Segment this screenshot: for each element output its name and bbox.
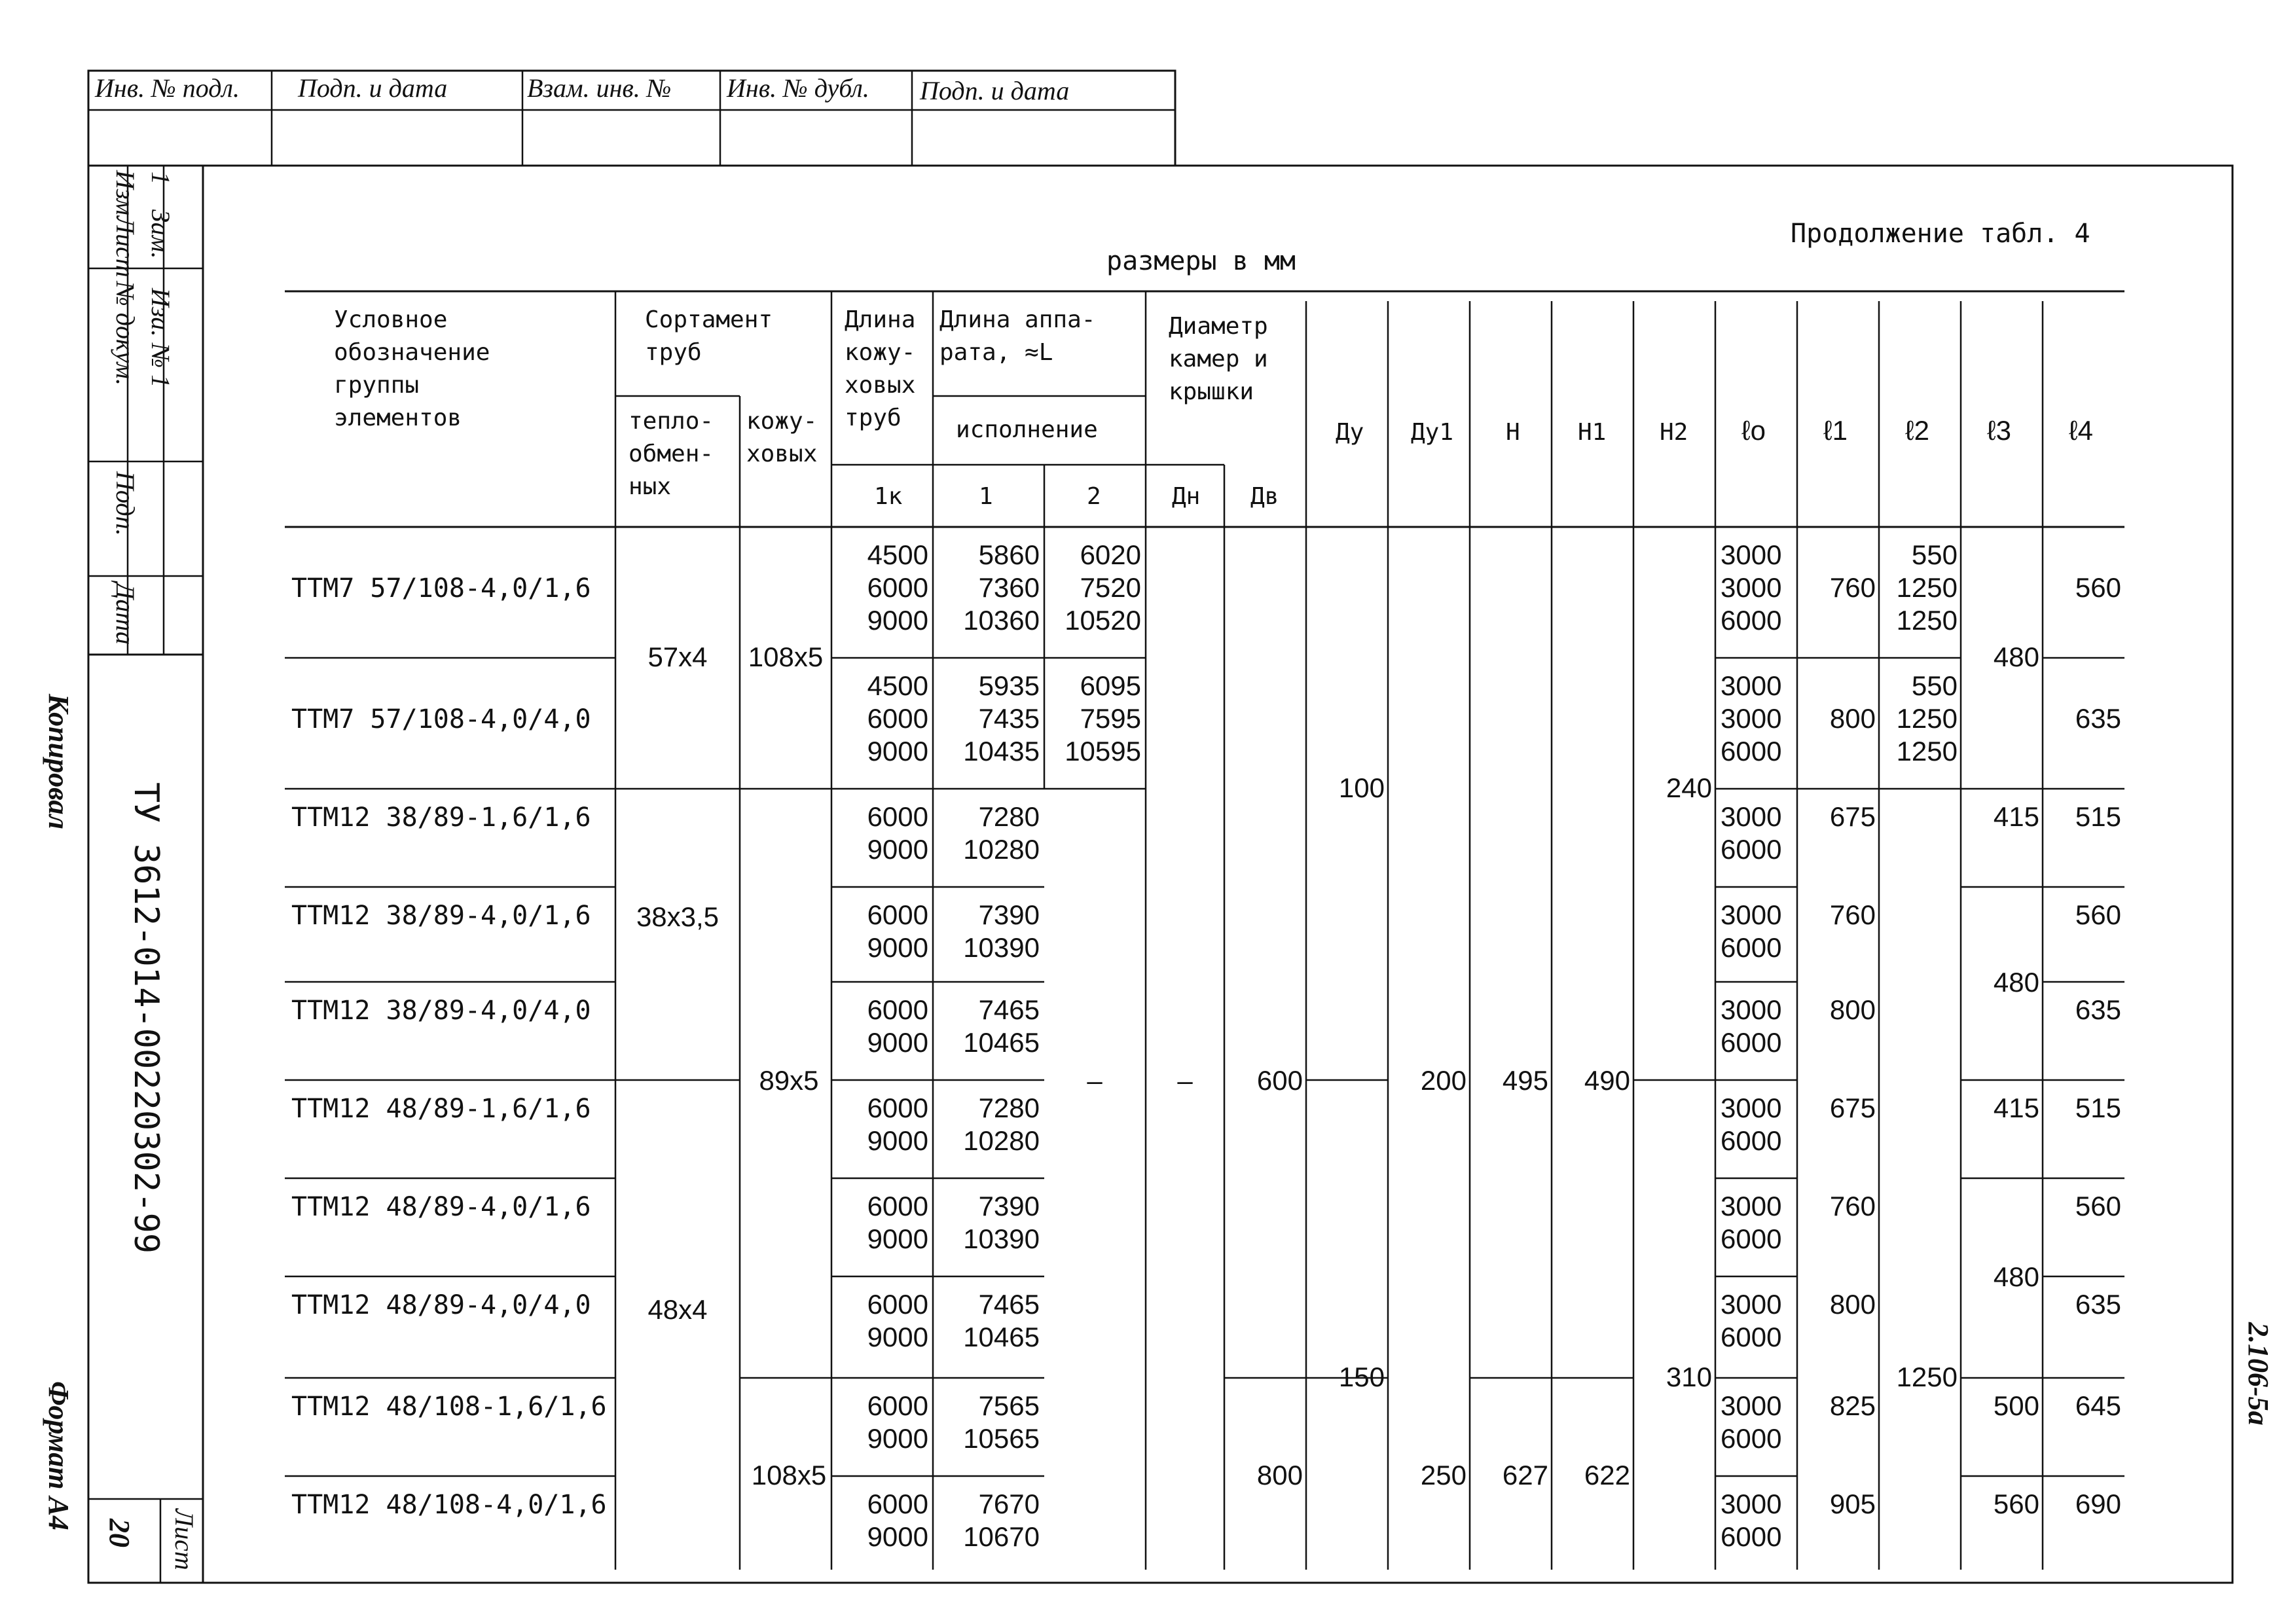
format-label: Формат А4 <box>43 1381 75 1530</box>
row-a1-value: 10390 <box>963 932 1040 963</box>
units-caption: размеры в мм <box>1106 246 1296 276</box>
row-a2-value: 7595 <box>1080 703 1141 734</box>
row-l0-value: 6000 <box>1721 1521 1782 1552</box>
row-a1-value: 10280 <box>963 834 1040 865</box>
row-l1-value: 760 <box>1829 899 1876 930</box>
row-l1-value: 905 <box>1829 1489 1876 1519</box>
cell-l3-480-c: 480 <box>1993 1261 2039 1292</box>
row-a2-value: 6095 <box>1080 670 1141 701</box>
header-l0: ℓo <box>1741 415 1766 446</box>
row-l0-value: 3000 <box>1721 1191 1782 1221</box>
stamp-inv-podl: Инв. № подл. <box>95 73 240 103</box>
row-lk-value: 9000 <box>867 1027 928 1058</box>
row-designation: ТТМ7 57/108-4,0/4,0 <box>291 704 591 734</box>
row-lk-value: 6000 <box>867 801 928 832</box>
cell-l3-480-b: 480 <box>1993 967 2039 998</box>
row-l1-value: 760 <box>1829 572 1876 603</box>
row-l0-value: 6000 <box>1721 736 1782 767</box>
header-designation: Условное обозначение группы элементов <box>334 306 490 431</box>
stamp-block <box>88 71 1175 166</box>
row-lk-value: 6000 <box>867 1191 928 1221</box>
cell-isp2-dash: – <box>1087 1065 1102 1096</box>
copied-label: Копировал <box>43 694 75 830</box>
header-l2: ℓ2 <box>1905 415 1929 446</box>
row-l0-value: 6000 <box>1721 1322 1782 1352</box>
row-designation: ТТМ12 38/89-1,6/1,6 <box>291 803 591 833</box>
row-a1-value: 7670 <box>978 1489 1040 1519</box>
row-a1-value: 7280 <box>978 1092 1040 1123</box>
row-lk-value: 6000 <box>867 1489 928 1519</box>
row-a2-value: 6020 <box>1080 539 1141 570</box>
header-dn: Дн <box>1172 483 1201 510</box>
row-l3-value: 500 <box>1993 1390 2039 1421</box>
row-l0-value: 3000 <box>1721 899 1782 930</box>
row-lk-value: 4500 <box>867 539 928 570</box>
row-a1-value: 7280 <box>978 801 1040 832</box>
cell-kozh-108-bottom: 108x5 <box>751 1460 827 1490</box>
header-isp1: 1 <box>979 483 993 510</box>
row-l0-value: 6000 <box>1721 1027 1782 1058</box>
row-a1-value: 10390 <box>963 1223 1040 1254</box>
row-l0-value: 6000 <box>1721 932 1782 963</box>
table-header <box>334 306 2093 510</box>
cell-h-495: 495 <box>1502 1065 1548 1096</box>
header-diam: Диаметр камер и крышки <box>1169 313 1268 405</box>
row-l2-value: 1250 <box>1896 605 1958 636</box>
header-lk: 1к <box>874 483 903 510</box>
row-l4-value: 560 <box>2075 899 2121 930</box>
header-du1: Ду1 <box>1411 419 1454 446</box>
row-l2-value: 1250 <box>1896 736 1958 767</box>
sheet-number: 20 <box>103 1519 136 1547</box>
header-l1: ℓ1 <box>1823 415 1848 446</box>
header-kozhux: кожу- ховых <box>746 408 818 467</box>
rev-izm-value: 1 <box>146 171 175 185</box>
row-l1-value: 760 <box>1829 1191 1876 1221</box>
rev-izm-label: Изм <box>111 170 140 216</box>
cell-h2-310: 310 <box>1666 1362 1712 1392</box>
document-code: ТУ 3612-014-00220302-99 <box>126 782 166 1254</box>
cell-kozh-89: 89x5 <box>759 1065 819 1096</box>
row-lk-value: 9000 <box>867 932 928 963</box>
row-l0-value: 6000 <box>1721 1423 1782 1454</box>
rev-dok-value: Иза. № 1 <box>146 288 175 388</box>
row-designation: ТТМ12 48/89-4,0/1,6 <box>291 1192 591 1222</box>
row-l3-value: 415 <box>1993 1092 2039 1123</box>
row-lk-value: 6000 <box>867 899 928 930</box>
row-l2-value: 1250 <box>1896 572 1958 603</box>
header-l3: ℓ3 <box>1987 415 2011 446</box>
row-l2-value: 550 <box>1911 539 1958 570</box>
row-a1-value: 10435 <box>963 736 1040 767</box>
cell-l2-1250: 1250 <box>1896 1362 1958 1392</box>
rev-podp-label: Подп. <box>111 471 140 536</box>
revision-block <box>111 170 175 645</box>
header-h2: H2 <box>1660 419 1688 446</box>
row-lk-value: 6000 <box>867 703 928 734</box>
row-lk-value: 9000 <box>867 1423 928 1454</box>
row-l4-value: 635 <box>2075 703 2121 734</box>
row-l4-value: 515 <box>2075 801 2121 832</box>
row-lk-value: 9000 <box>867 736 928 767</box>
table-body <box>291 539 2121 1552</box>
row-a2-value: 7520 <box>1080 572 1141 603</box>
rev-list-label: Лист <box>111 216 140 278</box>
row-l1-value: 825 <box>1829 1390 1876 1421</box>
row-lk-value: 9000 <box>867 1223 928 1254</box>
row-lk-value: 9000 <box>867 1521 928 1552</box>
row-lk-value: 9000 <box>867 1322 928 1352</box>
row-a1-value: 7390 <box>978 1191 1040 1221</box>
header-h1: H1 <box>1578 419 1607 446</box>
row-designation: ТТМ12 48/89-4,0/4,0 <box>291 1290 591 1320</box>
cell-h1-490: 490 <box>1584 1065 1630 1096</box>
row-l0-value: 3000 <box>1721 539 1782 570</box>
row-l0-value: 3000 <box>1721 572 1782 603</box>
row-a1-value: 10465 <box>963 1322 1040 1352</box>
row-l0-value: 3000 <box>1721 1092 1782 1123</box>
row-a1-value: 5860 <box>978 539 1040 570</box>
row-a1-value: 7390 <box>978 899 1040 930</box>
row-l0-value: 3000 <box>1721 1390 1782 1421</box>
row-l0-value: 3000 <box>1721 1489 1782 1519</box>
row-l4-value: 690 <box>2075 1489 2121 1519</box>
header-sortament: Сортамент труб <box>645 306 773 366</box>
continuation-caption: Продолжение табл. 4 <box>1791 219 2090 249</box>
row-l4-value: 635 <box>2075 994 2121 1025</box>
row-l1-value: 675 <box>1829 801 1876 832</box>
row-l0-value: 3000 <box>1721 994 1782 1025</box>
row-l1-value: 800 <box>1829 994 1876 1025</box>
header-du: Ду <box>1336 419 1364 446</box>
header-isp2: 2 <box>1087 483 1101 510</box>
cell-h2-240: 240 <box>1666 772 1712 803</box>
rev-list-value: Зам. <box>146 209 175 259</box>
row-lk-value: 9000 <box>867 1125 928 1156</box>
row-l4-value: 515 <box>2075 1092 2121 1123</box>
row-l0-value: 3000 <box>1721 801 1782 832</box>
cell-kozh-108-top: 108x5 <box>748 641 824 672</box>
row-designation: ТТМ12 38/89-4,0/1,6 <box>291 901 591 931</box>
row-a1-value: 10280 <box>963 1125 1040 1156</box>
row-a1-value: 10670 <box>963 1521 1040 1552</box>
row-a1-value: 7465 <box>978 994 1040 1025</box>
row-l0-value: 6000 <box>1721 1223 1782 1254</box>
row-a1-value: 10465 <box>963 1027 1040 1058</box>
cell-du-150: 150 <box>1338 1362 1385 1392</box>
row-lk-value: 6000 <box>867 1092 928 1123</box>
cell-h-627: 627 <box>1502 1460 1548 1490</box>
header-dlina-kozh: Длина кожу- ховых труб <box>845 306 916 431</box>
stamp-podp-data: Подп. и дата <box>298 73 448 103</box>
rev-dok-label: № докум. <box>111 281 140 386</box>
cell-l3-480-a: 480 <box>1993 641 2039 672</box>
row-a1-value: 5935 <box>978 670 1040 701</box>
right-note: 2.106-5а <box>2242 1322 2274 1426</box>
header-ispolnenie: исполнение <box>956 416 1098 443</box>
cell-dv-600: 600 <box>1256 1065 1303 1096</box>
row-lk-value: 6000 <box>867 994 928 1025</box>
row-lk-value: 9000 <box>867 834 928 865</box>
row-a1-value: 7360 <box>978 572 1040 603</box>
header-l4: ℓ4 <box>2069 415 2093 446</box>
cell-teplo-38: 38x3,5 <box>636 901 720 932</box>
row-l3-value: 560 <box>1993 1489 2039 1519</box>
row-a1-value: 10565 <box>963 1423 1040 1454</box>
stamp-podp-data-2: Подп. и дата <box>920 76 1070 105</box>
cell-du1-250: 250 <box>1420 1460 1467 1490</box>
row-a2-value: 10520 <box>1065 605 1141 636</box>
stamp-vzam-inv: Взам. инв. № <box>527 73 672 103</box>
row-a1-value: 7465 <box>978 1289 1040 1320</box>
row-designation: ТТМ12 48/108-1,6/1,6 <box>291 1392 607 1422</box>
row-l4-value: 560 <box>2075 572 2121 603</box>
row-l1-value: 800 <box>1829 1289 1876 1320</box>
stamp-inv-dubl: Инв. № дубл. <box>727 73 869 103</box>
row-l4-value: 635 <box>2075 1289 2121 1320</box>
row-l2-value: 1250 <box>1896 703 1958 734</box>
row-l0-value: 6000 <box>1721 834 1782 865</box>
row-a1-value: 10360 <box>963 605 1040 636</box>
row-l1-value: 800 <box>1829 703 1876 734</box>
row-l0-value: 3000 <box>1721 1289 1782 1320</box>
row-l0-value: 3000 <box>1721 703 1782 734</box>
row-lk-value: 6000 <box>867 572 928 603</box>
cell-teplo-48: 48x4 <box>647 1294 708 1325</box>
row-l0-value: 6000 <box>1721 1125 1782 1156</box>
row-l1-value: 675 <box>1829 1092 1876 1123</box>
row-a1-value: 7435 <box>978 703 1040 734</box>
row-l0-value: 6000 <box>1721 605 1782 636</box>
cell-du1-200: 200 <box>1420 1065 1467 1096</box>
cell-h1-622: 622 <box>1584 1460 1630 1490</box>
row-lk-value: 4500 <box>867 670 928 701</box>
row-designation: ТТМ12 48/89-1,6/1,6 <box>291 1094 591 1124</box>
header-h: H <box>1506 419 1520 446</box>
header-teplo: тепло- обмен- ных <box>629 408 714 500</box>
cell-du-100: 100 <box>1338 772 1385 803</box>
cell-teplo-57x4: 57x4 <box>647 641 708 672</box>
sheet-label: Лист <box>170 1509 199 1570</box>
row-l2-value: 550 <box>1911 670 1958 701</box>
row-designation: ТТМ12 48/108-4,0/1,6 <box>291 1490 607 1520</box>
row-l0-value: 3000 <box>1721 670 1782 701</box>
cell-dn-dash: – <box>1177 1065 1193 1096</box>
row-lk-value: 9000 <box>867 605 928 636</box>
row-l4-value: 645 <box>2075 1390 2121 1421</box>
row-lk-value: 6000 <box>867 1289 928 1320</box>
row-designation: ТТМ12 38/89-4,0/4,0 <box>291 996 591 1026</box>
row-l3-value: 415 <box>1993 801 2039 832</box>
row-designation: ТТМ7 57/108-4,0/1,6 <box>291 573 591 604</box>
cell-dv-800: 800 <box>1256 1460 1303 1490</box>
row-l4-value: 560 <box>2075 1191 2121 1221</box>
row-a2-value: 10595 <box>1065 736 1141 767</box>
rev-data-label: Дата <box>111 583 140 645</box>
header-dv: Дв <box>1250 483 1279 510</box>
header-dlina-app: Длина аппа- рата, ≈L <box>939 306 1096 366</box>
row-lk-value: 6000 <box>867 1390 928 1421</box>
row-a1-value: 7565 <box>978 1390 1040 1421</box>
merged-cells <box>636 641 2039 1490</box>
